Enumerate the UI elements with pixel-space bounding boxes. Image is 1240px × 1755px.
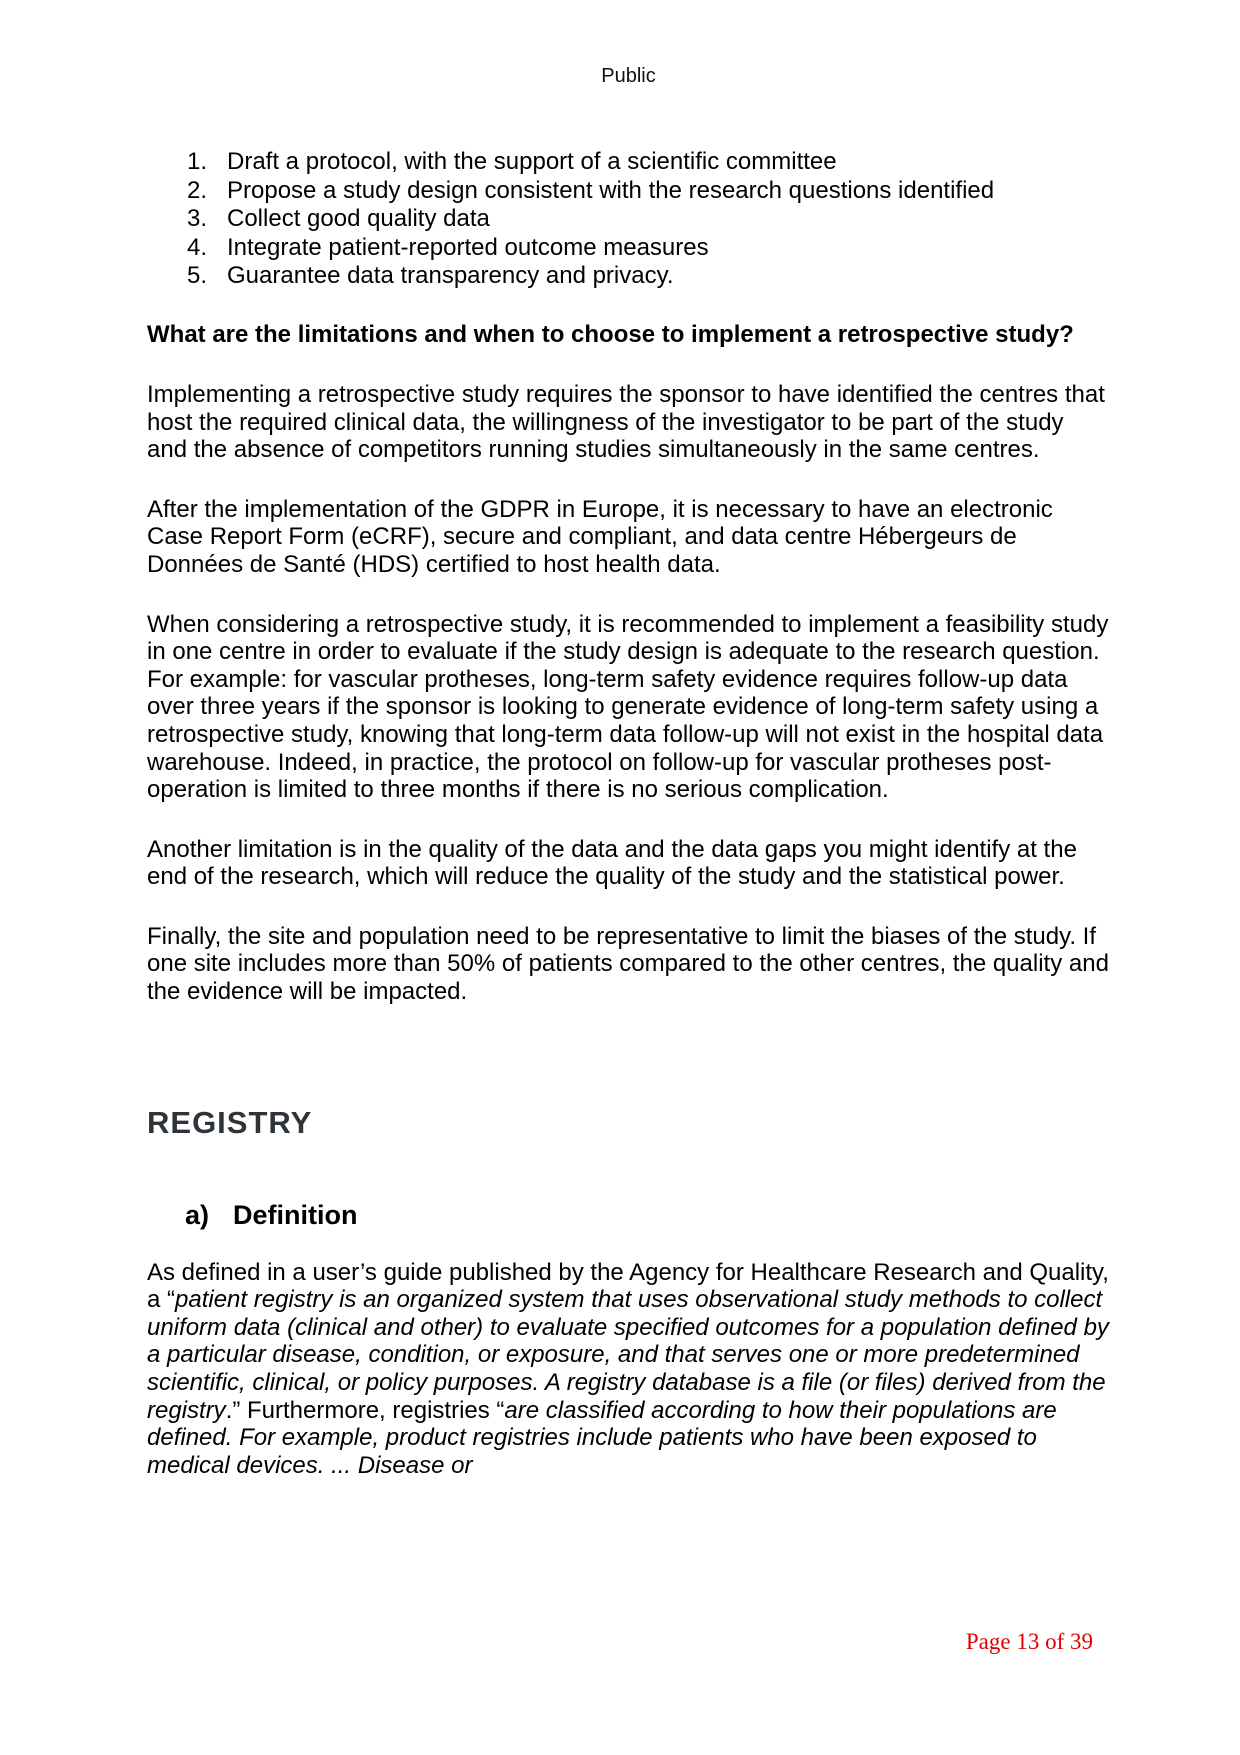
list-item-text: Propose a study design consistent with the research questions identified (227, 176, 995, 204)
document-content (147, 0, 1110, 1479)
definition-quote-segment: patient registry is an organized system that uses observational study methods to collect uniform data (clinical and other) to evaluate specified outcomes for a population defined by a particular disease, condition, or exposure, and that serves one or more predetermined scientific, clinical, or policy purposes. A registry database is a file (or files) derived from the registry (147, 1286, 1109, 1424)
list-item (147, 205, 1110, 234)
list-item-text: Guarantee data transparency and privacy. (227, 262, 674, 290)
limitations-paragraph: Finally, the site and population need to be representative to limit the biases of the study. If one site includes more than 50% of patients compared to the other centres, the quality and the evidence will be impacted. (147, 922, 1109, 1006)
list-item (147, 148, 1110, 177)
definition-quote-segment: are classified according to how their populations are defined. For example, product registries include patients who have been exposed to medical devices. ... Disease or (147, 1396, 1057, 1479)
list-item-number: 4. (187, 233, 208, 261)
limitations-paragraph: Another limitation is in the quality of the data and the data gaps you might identify at the end of the research, which will reduce the quality of the study and the statistical power. (147, 835, 1077, 891)
list-item-number: 2. (187, 176, 208, 204)
definition-subheading (147, 1199, 1110, 1231)
list-item (147, 234, 1110, 263)
definition-paragraph (147, 1259, 1110, 1480)
list-item-number: 1. (187, 148, 208, 175)
definition-subheading-marker: a) (185, 1199, 210, 1230)
page-number: Page 13 of 39 (965, 1629, 1093, 1654)
definition-text-segment: .” Furthermore, registries “ (225, 1396, 505, 1424)
classification-header: Public (601, 65, 656, 87)
list-item-number: 5. (187, 262, 208, 290)
limitations-heading: What are the limitations and when to choose to implement a retrospective study? (147, 320, 1074, 348)
definition-subheading-label: Definition (233, 1199, 358, 1230)
limitations-paragraph: Implementing a retrospective study requires the sponsor to have identified the centres that host the required clinical data, the willingness of the investigator to be part of the study and the absence of competitors running studies simultaneously in the same centres. (147, 380, 1105, 464)
list-item-text: Collect good quality data (227, 205, 490, 233)
list-item-number: 3. (187, 205, 208, 233)
list-item (147, 177, 1110, 206)
definition-text-segment: As defined in a user’s guide published by the Agency for Healthcare Research and Quality, a “ (147, 1258, 1109, 1314)
list-item-text: Draft a protocol, with the support of a scientific committee (227, 148, 837, 175)
limitations-paragraph: When considering a retrospective study, it is recommended to implement a feasibility study in one centre in order to evaluate if the study design is adequate to the research question. For example: for vascular protheses, long-term safety evidence requires follow-up data over three years if the sponsor is looking to generate evidence of long-term safety using a retrospective study, knowing that long-term data follow-up will not exist in the hospital data warehouse. Indeed, in practice, the protocol on follow-up for vascular protheses post-operation is limited to three months if there is no serious complication. (147, 610, 1109, 804)
limitations-paragraph: After the implementation of the GDPR in Europe, it is necessary to have an electronic Case Report Form (eCRF), secure and compliant, and data centre Hébergeurs de Données de Santé (HDS) certified to host health data. (147, 495, 1053, 578)
list-item (147, 262, 1110, 291)
numbered-list (147, 148, 1110, 291)
list-item-text: Integrate patient-reported outcome measures (227, 233, 709, 261)
registry-section-title: REGISTRY (147, 1104, 313, 1140)
